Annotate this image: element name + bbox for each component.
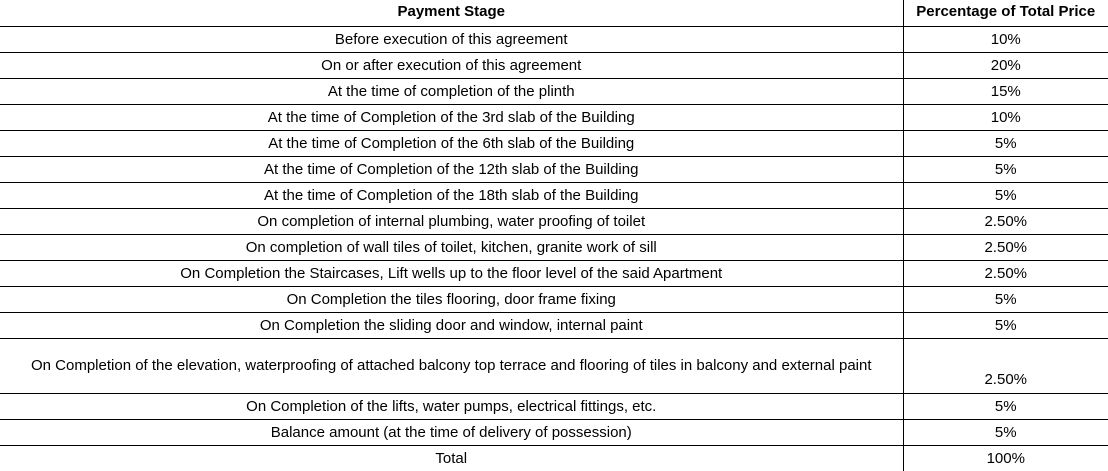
stage-cell: On Completion the tiles flooring, door frame fixing: [0, 287, 903, 313]
table-row: [0, 209, 1108, 235]
table-row: [0, 339, 1108, 394]
table-row: [0, 131, 1108, 157]
percentage-cell: 5%: [903, 157, 1108, 183]
stage-cell: On completion of wall tiles of toilet, kitchen, granite work of sill: [0, 235, 903, 261]
stage-cell: On Completion the sliding door and window, internal paint: [0, 313, 903, 339]
table-row: [0, 420, 1108, 446]
stage-cell: At the time of Completion of the 6th slab of the Building: [0, 131, 903, 157]
header-row: [0, 0, 1108, 27]
table-row: [0, 261, 1108, 287]
stage-cell: On Completion the Staircases, Lift wells up to the floor level of the said Apartment: [0, 261, 903, 287]
percentage-cell: 2.50%: [903, 235, 1108, 261]
percentage-cell: 10%: [903, 27, 1108, 53]
stage-cell: Balance amount (at the time of delivery of possession): [0, 420, 903, 446]
stage-cell: On Completion of the elevation, waterproofing of attached balcony top terrace and flooring of tiles in balcony and external paint: [0, 339, 903, 394]
header-percentage: Percentage of Total Price: [903, 0, 1108, 27]
table-row: [0, 27, 1108, 53]
stage-cell: On Completion of the lifts, water pumps, electrical fittings, etc.: [0, 394, 903, 420]
stage-cell: On or after execution of this agreement: [0, 53, 903, 79]
table-row: [0, 235, 1108, 261]
total-percentage: 100%: [903, 446, 1108, 471]
table-row: [0, 287, 1108, 313]
percentage-cell: 15%: [903, 79, 1108, 105]
percentage-cell: 2.50%: [903, 209, 1108, 235]
stage-cell: At the time of completion of the plinth: [0, 79, 903, 105]
table-row: [0, 53, 1108, 79]
stage-cell: Before execution of this agreement: [0, 27, 903, 53]
stage-cell: At the time of Completion of the 12th slab of the Building: [0, 157, 903, 183]
percentage-cell: 20%: [903, 53, 1108, 79]
table-row: [0, 183, 1108, 209]
header-payment-stage: Payment Stage: [0, 0, 903, 27]
percentage-cell: 5%: [903, 287, 1108, 313]
percentage-cell: 2.50%: [903, 261, 1108, 287]
total-label: Total: [0, 446, 903, 471]
percentage-cell: 5%: [903, 183, 1108, 209]
percentage-cell: 2.50%: [903, 339, 1108, 394]
table-row: [0, 105, 1108, 131]
table-row: [0, 394, 1108, 420]
percentage-cell: 10%: [903, 105, 1108, 131]
percentage-cell: 5%: [903, 394, 1108, 420]
percentage-cell: 5%: [903, 131, 1108, 157]
stage-cell: At the time of Completion of the 3rd slab of the Building: [0, 105, 903, 131]
table-row: [0, 157, 1108, 183]
percentage-cell: 5%: [903, 313, 1108, 339]
percentage-cell: 5%: [903, 420, 1108, 446]
table-row: [0, 79, 1108, 105]
total-row: [0, 446, 1108, 471]
table-row: [0, 313, 1108, 339]
stage-cell: On completion of internal plumbing, water proofing of toilet: [0, 209, 903, 235]
stage-cell: At the time of Completion of the 18th slab of the Building: [0, 183, 903, 209]
